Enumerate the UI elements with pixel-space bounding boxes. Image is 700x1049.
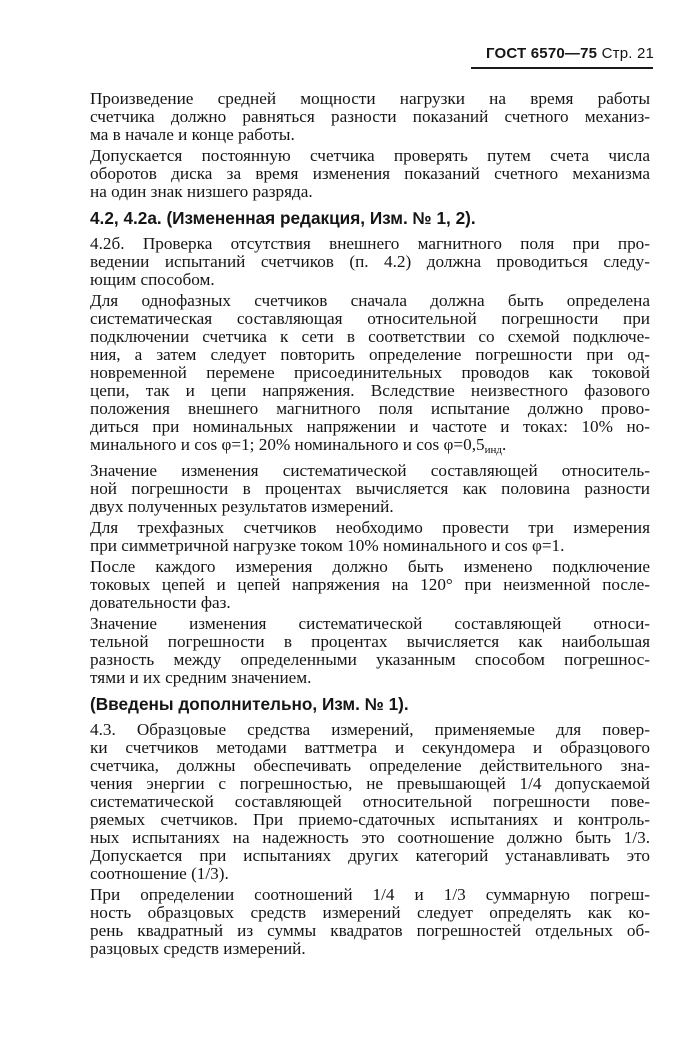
text-line-main: минального и cos φ=1; 20% номинального и cos φ=0,5 — [90, 435, 485, 454]
text-line: тями и их средним значением. — [90, 668, 312, 687]
text-line: Допускается при испытаниях других категорий устанавливать это — [90, 846, 650, 865]
text-line: соотношение (1/3). — [90, 864, 229, 883]
text-line — [90, 436, 650, 459]
text-line: 4.2б. Проверка отсутствия внешнего магнитного поля при про- — [90, 234, 650, 253]
paragraph — [90, 615, 650, 687]
amendment-note — [90, 209, 650, 227]
amendment-note-text: 4.2, 4.2а. (Измененная редакция, Изм. № 1, 2). — [90, 208, 476, 228]
amendment-note — [90, 695, 650, 713]
text-line: цепи, так и цепи напряжения. Вследствие неизвестного фазового — [90, 381, 650, 400]
text-line: довательности фаз. — [90, 593, 231, 612]
text-line: 4.3. Образцовые средства измерений, применяемые для повер- — [90, 720, 650, 739]
header-rule — [471, 67, 653, 69]
text-line: ряемых счетчиков. При приемо-сдаточных испытаниях и контроль- — [90, 810, 650, 829]
paragraph — [90, 235, 650, 289]
text-line: токовых цепей и цепей напряжения на 120° при неизменной после- — [90, 575, 650, 594]
text-line: После каждого измерения должно быть изменено подключение — [90, 557, 650, 576]
text-line: Для однофазных счетчиков сначала должна быть определена — [90, 291, 650, 310]
page-header — [486, 45, 655, 62]
text-line: ность образцовых средств измерений следует определять как ко- — [90, 903, 650, 922]
text-line: тельной погрешности в процентах вычисляется как наибольшая — [90, 632, 650, 651]
text-line: Значение изменения систематической составляющей относи- — [90, 614, 650, 633]
paragraph — [90, 90, 650, 144]
paragraph — [90, 292, 650, 459]
text-line: Значение изменения систематической составляющей относитель- — [90, 461, 650, 480]
text-line: чения энергии с погрешностью, не превышающей 1/4 допускаемой — [90, 774, 650, 793]
text-line: новременной перемене присоединительных проводов как токовой — [90, 363, 650, 382]
text-line: диться при номинальных напряжении и частоте и токах: 10% но- — [90, 417, 650, 436]
subscript: инд — [484, 444, 502, 456]
text-line: ведении испытаний счетчиков (п. 4.2) должна проводиться следу- — [90, 252, 650, 271]
text-line: рень квадратный из суммы квадратов погрешностей отдельных об- — [90, 921, 650, 940]
body-text — [90, 90, 650, 958]
text-line: на один знак низшего разряда. — [90, 182, 313, 201]
standard-number: ГОСТ 6570—75 — [486, 45, 598, 62]
text-line: двух полученных результатов измерений. — [90, 497, 394, 516]
paragraph — [90, 147, 650, 201]
text-line: оборотов диска за время изменения показаний счетного механизма — [90, 164, 650, 183]
paragraph — [90, 519, 650, 555]
text-line: ма в начале и конце работы. — [90, 125, 295, 144]
text-line: систематическая составляющая относительной погрешности при — [90, 309, 650, 328]
text-line: ки счетчиков методами ваттметра и секундомера и образцового — [90, 738, 650, 757]
text-line: Допускается постоянную счетчика проверять путем счета числа — [90, 146, 650, 165]
text-line: подключении счетчика к сети в соответствии со схемой подключе- — [90, 327, 650, 346]
text-line: Произведение средней мощности нагрузки на время работы — [90, 89, 650, 108]
paragraph — [90, 721, 650, 883]
text-line: ных испытаниях на надежность это соотношение должно быть 1/3. — [90, 828, 650, 847]
text-line: разцовых средств измерений. — [90, 939, 306, 958]
text-line: счетчика, должны обеспечивать определение действительного зна- — [90, 756, 650, 775]
text-line: систематической составляющей относительной погрешности пове- — [90, 792, 650, 811]
text-line: Для трехфазных счетчиков необходимо провести три измерения — [90, 518, 650, 537]
text-line: При определении соотношений 1/4 и 1/3 суммарную погреш- — [90, 885, 650, 904]
amendment-note-text: (Введены дополнительно, Изм. № 1). — [90, 694, 409, 714]
text-line: при симметричной нагрузке током 10% номинального и cos φ=1. — [90, 536, 565, 555]
text-line: ющим способом. — [90, 270, 215, 289]
text-line-end: . — [501, 435, 507, 454]
text-line: положения внешнего магнитного поля испытание должно прово- — [90, 399, 650, 418]
text-line: ной погрешности в процентах вычисляется как половина разности — [90, 479, 650, 498]
paragraph — [90, 886, 650, 958]
text-line: ния, а затем следует повторить определение погрешности при од- — [90, 345, 650, 364]
text-line: счетчика должно равняться разности показаний счетного механиз- — [90, 107, 650, 126]
paragraph — [90, 462, 650, 516]
text-line: разность между определенными указанным способом погрешнос- — [90, 650, 650, 669]
page-number: Стр. 21 — [601, 45, 655, 62]
paragraph — [90, 558, 650, 612]
